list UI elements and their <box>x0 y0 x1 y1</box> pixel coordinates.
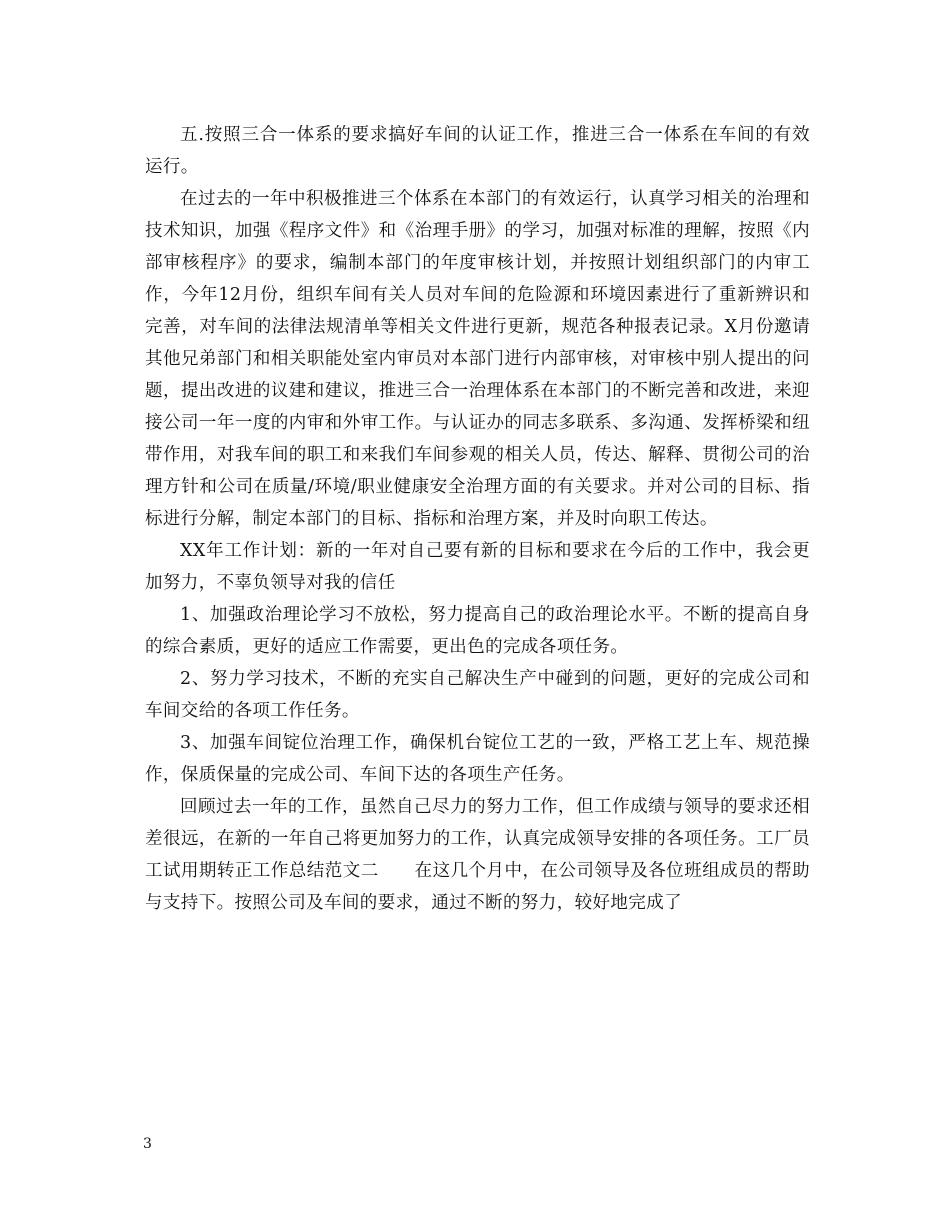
paragraph-plan-item-2: 2、努力学习技术，不断的充实自己解决生产中碰到的问题，更好的完成公司和车间交给的各项工作任务。 <box>145 669 810 721</box>
paragraph-system-work: 在过去的一年中积极推进三个体系在本部门的有效运行，认真学习相关的治理和技术知识，加强《程序文件》和《治理手册》的学习，加强对标准的理解，按照《内部审核程序》的要求，编制本部门的年度审核计划，并按照计划组织部门的内审工作，今年12月份，组织车间有关人员对车间的危险源和环境因素进行了重新辨识和完善，对车间的法律法规清单等相关文件进行更新，规范各种报表记录。X月份邀请其他兄弟部门和相关职能处室内审员对本部门进行内部审核，对审核中别人提出的问题，提出改进的议建和建议，推进三合一治理体系在本部门的不断完善和改进，来迎接公司一年一度的内审和外审工作。与认证办的同志多联系、多沟通、发挥桥梁和纽带作用，对我车间的职工和来我们车间参观的相关人员，传达、解释、贯彻公司的治理方针和公司在质量/环境/职业健康安全治理方面的有关要求。并对公司的目标、指标进行分解，制定本部门的目标、指标和治理方案，并及时向职工传达。 <box>145 189 810 529</box>
document-body <box>145 119 810 919</box>
paragraph-plan-item-3: 3、加强车间锭位治理工作，确保机台锭位工艺的一致，严格工艺上车、规范操作，保质保量的完成公司、车间下达的各项生产任务。 <box>145 733 810 785</box>
page-number: 3 <box>143 1136 152 1152</box>
paragraph-plan-item-1: 1、加强政治理论学习不放松，努力提高自己的政治理论水平。不断的提高自身的综合素质，更好的适应工作需要，更出色的完成各项任务。 <box>145 605 810 657</box>
paragraph-review: 回顾过去一年的工作，虽然自己尽力的努力工作，但工作成绩与领导的要求还相差很远，在新的一年自己将更加努力的工作，认真完成领导安排的各项任务。工厂员工试用期转正工作总结范文二 在这几个月中，在公司领导及各位班组成员的帮助与支持下。按照公司及车间的要求，通过不断的努力，较好地完成了 <box>145 797 810 913</box>
paragraph-work-plan: XX年工作计划：新的一年对自己要有新的目标和要求在今后的工作中，我会更加努力，不辜负领导对我的信任 <box>145 541 810 593</box>
paragraph-section-five: 五.按照三合一体系的要求搞好车间的认证工作，推进三合一体系在车间的有效运行。 <box>145 125 810 177</box>
